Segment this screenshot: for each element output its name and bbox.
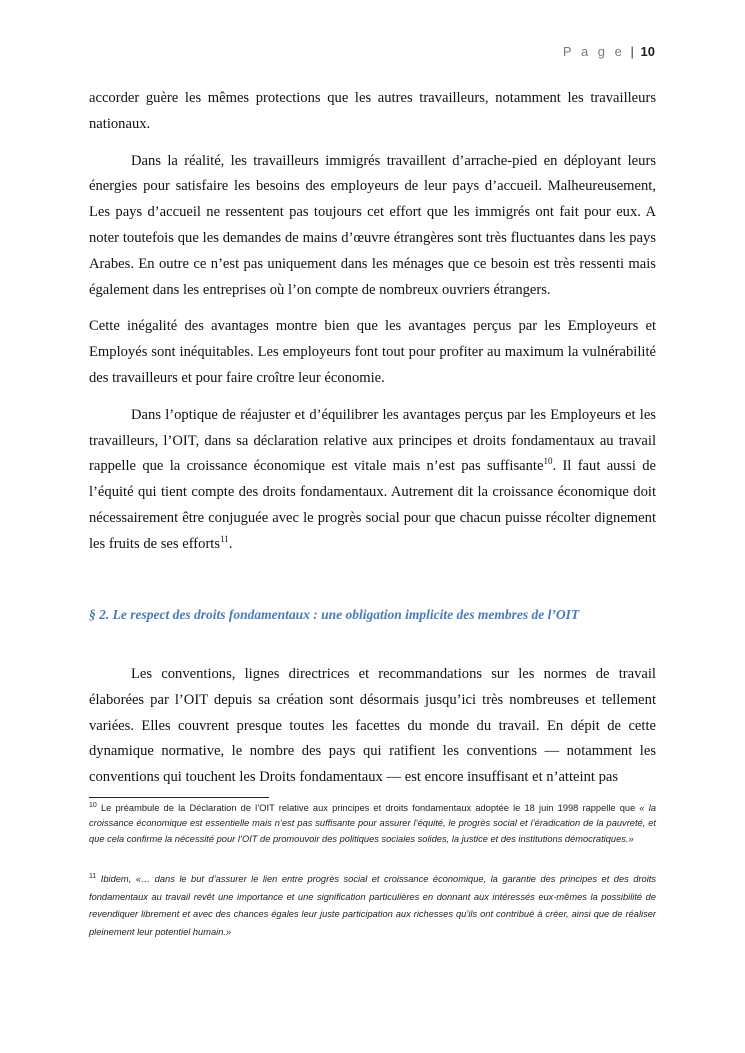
paragraph-5: Les conventions, lignes directrices et recommandations sur les normes de travail élaborées par l’OIT depuis sa création sont désormais jusqu’ici très nombreuses et tellement variées. Elles couvrent presque toutes les facettes du monde du travail. En dépit de cette dynamique normative, le nombre des pays qui ratifient les conventions — notamment les conventions qui touchent les Droits fondamentaux — est encore insuffisant et n’atteint pas xyxy=(89,666,656,786)
paragraph-4 xyxy=(89,403,656,558)
body-text-section-2 xyxy=(89,662,656,802)
paragraph-4-text-b: . Il faut aussi de l’équité qui tient compte des droits fondamentaux. Autrement dit la croissance économique doit nécessairement être conjuguée avec le progrès social pour que chacun puisse récolter dignement les fruits de ses efforts xyxy=(89,458,656,552)
footnote-11-number: 11 xyxy=(89,873,97,881)
footnote-ref-11[interactable]: 11 xyxy=(220,533,229,544)
page-number-header xyxy=(563,44,655,59)
footnote-11 xyxy=(89,871,656,941)
body-text xyxy=(89,86,656,569)
paragraph-4-text-a: Dans l’optique de réajuster et d’équilibrer les avantages perçus par les Employeurs et les travailleurs, l’OIT, dans sa déclaration relative aux principes et droits fondamentaux au travail rappelle que la croissance économique est vitale mais n’est pas suffisante xyxy=(89,406,656,475)
section-heading: § 2. Le respect des droits fondamentaux : une obligation implicite des membres de l’OIT xyxy=(89,607,580,622)
paragraph-1: accorder guère les mêmes protections que les autres travailleurs, notamment les travailleurs nationaux. xyxy=(89,90,656,132)
paragraph-3: Cette inégalité des avantages montre bien que les avantages perçus par les Employeurs et Employés sont inéquitables. Les employeurs font tout pour profiter au maximum la vulnérabilité des travailleurs et pour faire croître leur économie. xyxy=(89,318,656,386)
footnote-10-text: Le préambule de la Déclaration de l’OIT relative aux principes et droits fondamentaux adoptée le 18 juin 1998 rappelle que xyxy=(96,803,640,813)
paragraph-2: Dans la réalité, les travailleurs immigrés travaillent d’arrache-pied en déployant leurs énergies pour satisfaire les besoins des employeurs de leur pays d’accueil. Malheureusement, Les pays d’accueil ne ressentent pas toujours cet effort que les immigrés ont fait pour eux. A noter toutefois que les demandes de mains d’œuvre étrangères sont très fluctuantes dans les pays Arabes. En outre ce n’est pas uniquement dans les ménages que ce besoin est très ressenti mais également dans les entreprises où l’on compte de nombreux ouvriers étrangers. xyxy=(89,152,656,298)
paragraph-4-text-c: . xyxy=(228,535,233,552)
page-separator: | xyxy=(630,44,634,59)
footnote-10-quote: « la croissance économique est essentielle mais n’est pas suffisante pour assurer l’équité, le progrès social et l’éradication de la pauvreté, et que cela confirme la nécessité pour l’OIT de promouvoir des politiques sociales solides, la justice et des institutions démocratiques.» xyxy=(89,803,656,844)
footnote-ref-10[interactable]: 10 xyxy=(543,456,553,467)
page-number: 10 xyxy=(640,44,655,59)
footnote-10 xyxy=(89,801,656,847)
footnote-10-number: 10 xyxy=(89,802,97,809)
footnotes xyxy=(89,801,656,941)
footnote-11-text: Ibidem, «… dans le but d’assurer le lien entre progrès social et croissance économique, la garantie des principes et des droits fondamentaux au travail revêt une importance et une signification particulières en donnant aux intéressés eux-mêmes la possibilité de revendiquer librement et avec des chances égales leur juste participation aux richesses qu’ils ont contribué à créer, ainsi que de réaliser pleinement leur potentiel humain.» xyxy=(89,874,656,937)
page-label: P a g e xyxy=(562,44,625,59)
footnote-separator xyxy=(89,797,269,798)
